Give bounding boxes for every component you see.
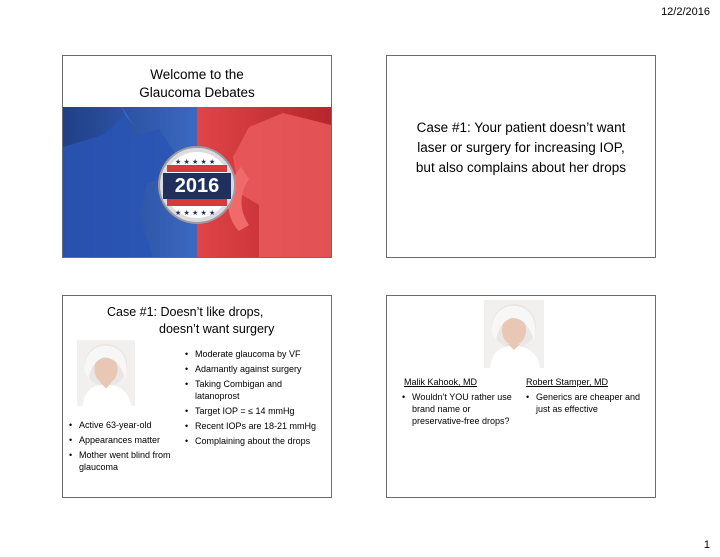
patient-fact: • Active 63-year-old bbox=[69, 419, 179, 431]
patient-facts-list bbox=[69, 419, 179, 476]
case-facts-list bbox=[185, 348, 325, 450]
slide-welcome bbox=[62, 55, 332, 258]
debater-left-name: Malik Kahook, MD bbox=[404, 377, 478, 387]
slide-2-line-2: laser or surgery for increasing IOP, bbox=[417, 140, 625, 155]
slide-3-title-line-1: Case #1: Doesn’t like drops, bbox=[107, 305, 264, 319]
patient-portrait bbox=[77, 340, 135, 406]
case-fact: • Target IOP = ≤ 14 mmHg bbox=[185, 405, 325, 417]
slide-3-title-line-2: doesn’t want surgery bbox=[159, 322, 275, 336]
slide-2-line-1: Case #1: Your patient doesn’t want bbox=[416, 120, 626, 135]
2016-badge bbox=[159, 147, 235, 223]
case-fact: • Taking Combigan and latanoprost bbox=[185, 378, 325, 402]
debater-right-name: Robert Stamper, MD bbox=[526, 377, 609, 387]
patient-fact: • Appearances matter bbox=[69, 434, 179, 446]
slide-1-title-line-1: Welcome to the bbox=[150, 67, 244, 82]
right-position-list bbox=[526, 391, 644, 418]
slide-case-1-details bbox=[62, 295, 332, 498]
page-date: 12/2/2016 bbox=[661, 6, 710, 18]
patient-fact: • Mother went blind from glaucoma bbox=[69, 449, 179, 473]
patient-portrait bbox=[484, 300, 544, 368]
badge-year: 2016 bbox=[174, 175, 220, 197]
slide-3-title bbox=[63, 304, 331, 338]
case-fact: • Adamantly against surgery bbox=[185, 363, 325, 375]
slide-1-title-line-2: Glaucoma Debates bbox=[139, 85, 255, 100]
slide-case-1-intro bbox=[386, 55, 656, 258]
case-fact: • Moderate glaucoma by VF bbox=[185, 348, 325, 360]
slide-2-line-3: but also complains about her drops bbox=[415, 160, 627, 175]
left-position-list bbox=[402, 391, 514, 430]
page-number: 1 bbox=[703, 539, 710, 551]
slide-2-text bbox=[387, 118, 655, 178]
case-fact: • Recent IOPs are 18-21 mmHg bbox=[185, 420, 325, 432]
right-position: • Generics are cheaper and just as effective bbox=[526, 391, 644, 415]
slide-1-title bbox=[63, 66, 331, 102]
slide-debate-positions bbox=[386, 295, 656, 498]
svg-text:★ ★ ★ ★ ★: ★ ★ ★ ★ ★ bbox=[175, 209, 216, 217]
case-fact: • Complaining about the drops bbox=[185, 435, 325, 447]
svg-text:★ ★ ★ ★ ★: ★ ★ ★ ★ ★ bbox=[175, 158, 216, 166]
left-position: • Wouldn’t YOU rather use brand name or preservative-free drops? bbox=[402, 391, 514, 427]
debate-election-image bbox=[63, 107, 331, 257]
